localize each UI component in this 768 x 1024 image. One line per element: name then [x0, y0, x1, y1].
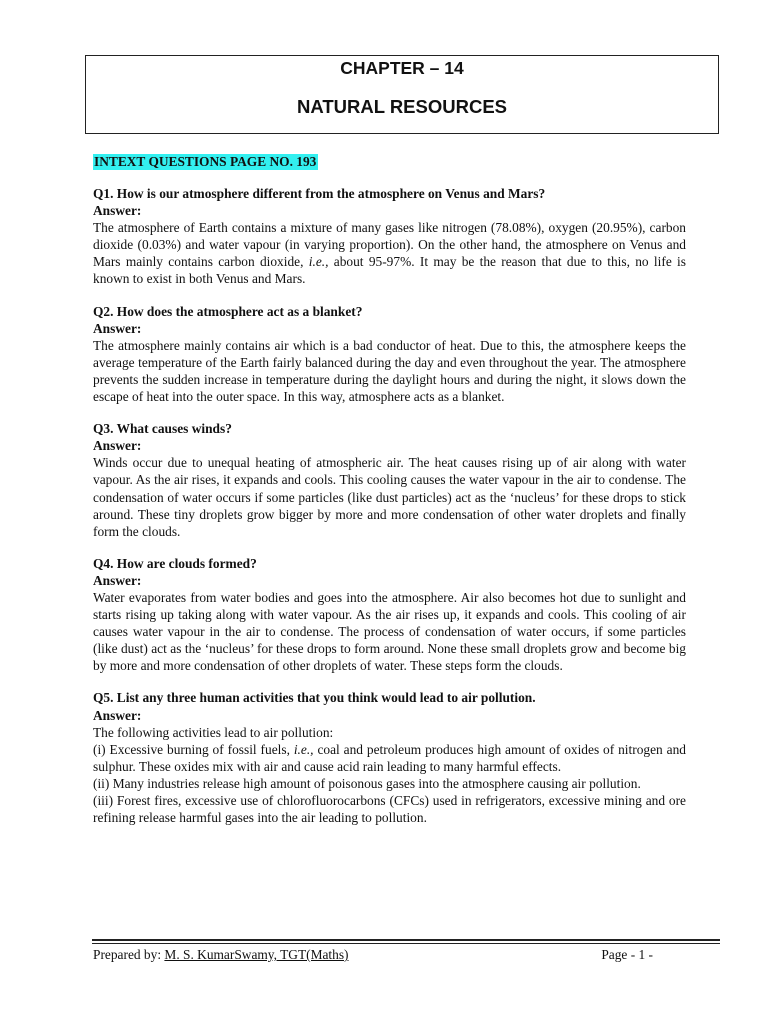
answer-text-part: The atmosphere of Earth contains a mixture of many gases like nitrogen (78.08%), oxygen (20.95%), carbon dioxide (0.03%) and water vapour (in varying proportion). On the other hand, the atmosphere on Venus and Mars mainly contains carbon dioxide, — [93, 220, 686, 270]
question-text: Q2. How does the atmosphere act as a blanket? — [93, 303, 363, 319]
answer-label: Answer: — [93, 572, 142, 588]
answer-text-italic: i.e., — [308, 254, 329, 270]
answer-text: Winds occur due to unequal heating of atmospheric air. The heat causes rising up of air along with water vapour. As the air rises, it expands and cools. This cooling causes the water vapour in the air to condense. The condensation of water occurs if some particles (like dust particles) act as the ‘nucleus’ for these drops to stick around. These tiny droplets grow bigger by more and more condensation of other water droplets and finally form the clouds. — [93, 455, 686, 539]
answer-item-3: (iii) Forest fires, excessive use of chlorofluorocarbons (CFCs) used in refrigerators, excessive mining and ore refining release harmful gases into the air leading to pollution. — [93, 793, 686, 826]
answer-label: Answer: — [93, 203, 142, 219]
question-text: Q4. How are clouds formed? — [93, 555, 257, 571]
question-block-3 — [93, 420, 686, 540]
question-block-4 — [93, 555, 686, 675]
question-block-1 — [93, 185, 686, 288]
question-block-2 — [93, 303, 686, 406]
chapter-number: CHAPTER – 14 — [340, 58, 464, 78]
author-name: M. S. KumarSwamy, TGT(Maths) — [164, 947, 349, 962]
answer-text-italic: i.e., — [293, 741, 314, 757]
answer-text: The atmosphere mainly contains air which is a bad conductor of heat. Due to this, the atmosphere keeps the average temperature of the Earth fairly balanced during the day and even throughout the year. The atmosphere prevents the sudden increase in temperature during the daylight hours and during the night, it slows down the escape of heat into the outer space. In this way, atmosphere acts as a blanket. — [93, 337, 686, 405]
answer-intro: The following activities lead to air pollution: — [93, 724, 334, 740]
page-number: Page - 1 - — [601, 947, 653, 962]
footer-rule-thick — [92, 939, 720, 941]
answer-text: Water evaporates from water bodies and goes into the atmosphere. Air also becomes hot due to sunlight and starts rising up taking along with water vapour. As the air rises up, it expands and cools. This cooling of air causes water vapour in the air to condense. The process of condensation of water occurs, if some particles (like dust) act as the ‘nucleus’ for these drops to form around. None these small droplets grow and become big by more and more condensation of other droplets of water. These steps form the clouds. — [93, 589, 686, 674]
answer-text-part: about 95-97%. It may be the reason that due to this, no life is known to exist in both Venus and Mars. — [93, 254, 686, 287]
answer-label: Answer: — [93, 320, 142, 336]
answer-item-2: (ii) Many industries release high amount of poisonous gases into the atmosphere causing air pollution. — [93, 775, 641, 791]
document-body — [93, 153, 686, 841]
answer-text-part: coal and petroleum produces high amount of oxides of nitrogen and sulphur. These oxides mix with air and cause acid rain leading to many harmful effects. — [93, 741, 686, 774]
answer-label: Answer: — [93, 707, 142, 723]
answer-label: Answer: — [93, 438, 142, 454]
section-label: INTEXT QUESTIONS PAGE NO. 193 — [94, 154, 317, 169]
question-text: Q5. List any three human activities that you think would lead to air pollution. — [93, 690, 536, 706]
question-block-5 — [93, 689, 686, 826]
chapter-title: NATURAL RESOURCES — [296, 96, 508, 117]
prepared-by-label: Prepared by: — [93, 947, 165, 962]
chapter-title-box — [85, 55, 719, 134]
footer-rule-thin — [92, 943, 720, 944]
answer-item-1 — [93, 741, 686, 775]
page-footer — [93, 946, 653, 963]
answer-text — [93, 724, 686, 827]
answer-text — [93, 219, 686, 287]
question-text: Q1. How is our atmosphere different from the atmosphere on Venus and Mars? — [93, 186, 546, 201]
answer-text-part: (i) Excessive burning of fossil fuels, — [93, 741, 294, 757]
question-text: Q3. What causes winds? — [93, 421, 232, 437]
